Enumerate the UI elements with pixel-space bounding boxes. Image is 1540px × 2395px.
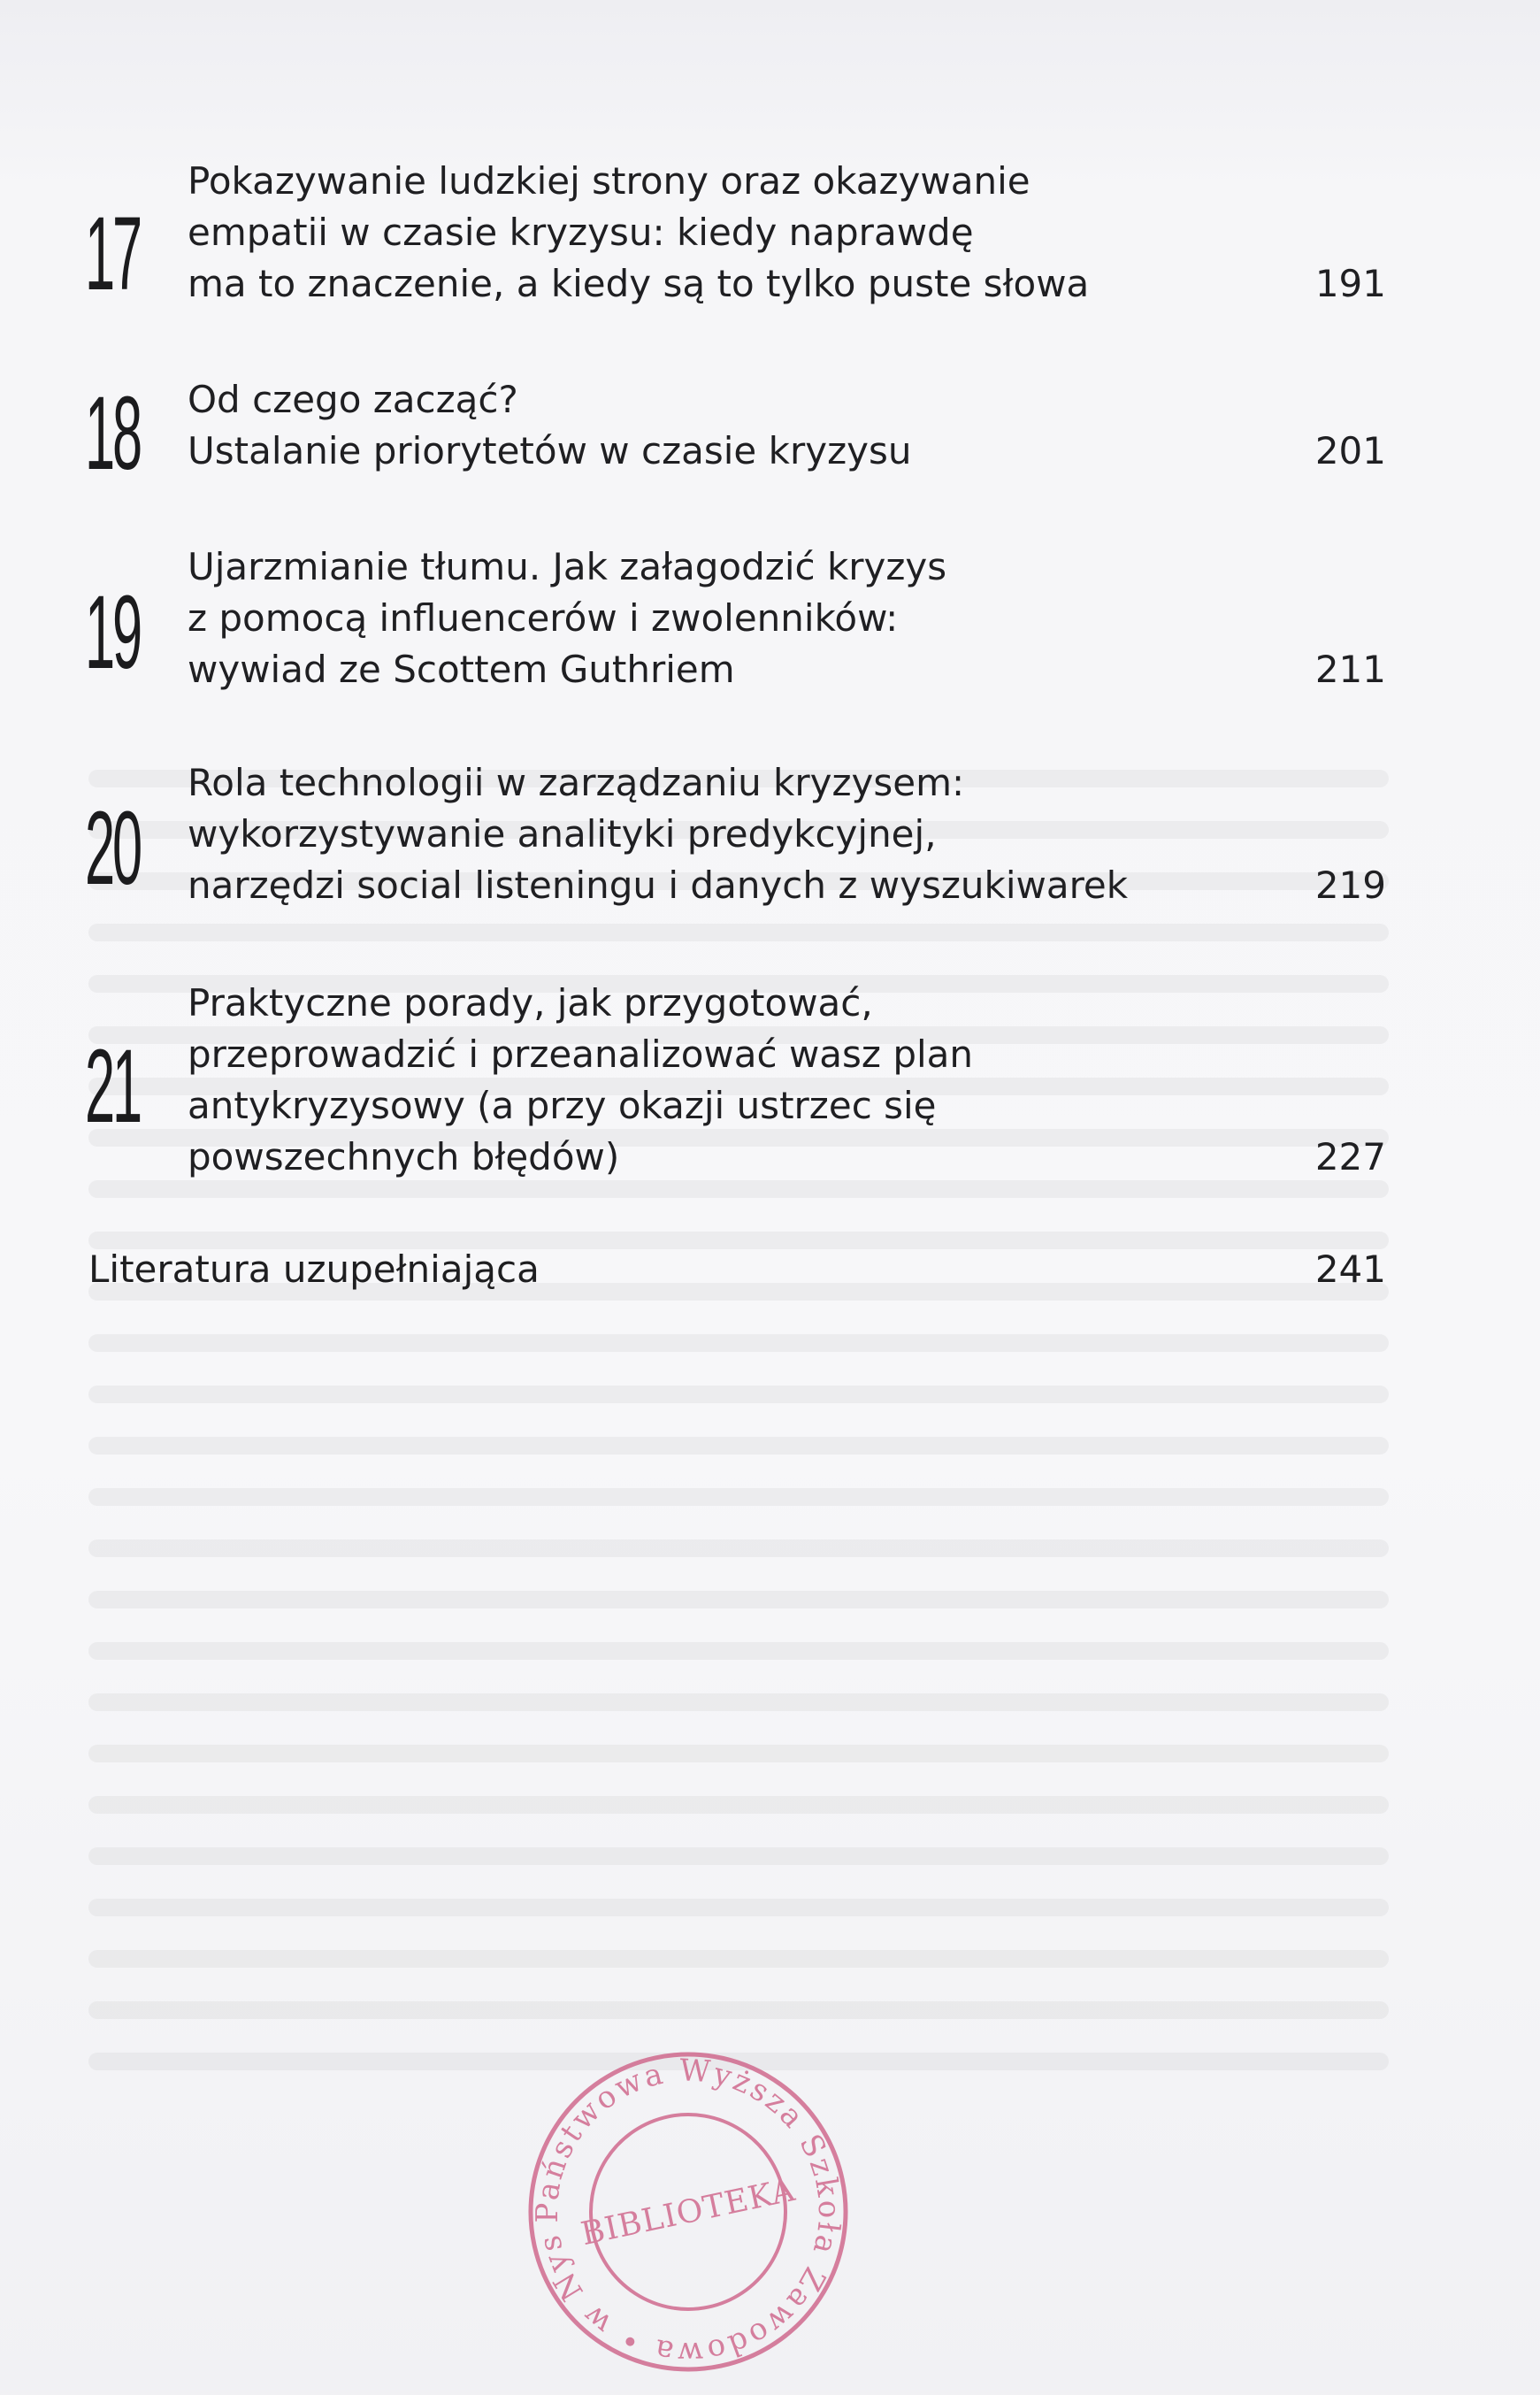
stamp-outer-text: Państwowa Wyższa Szkoła Zawodowa • w Nysie bbox=[529, 2053, 847, 2371]
page-number: 211 bbox=[1314, 648, 1386, 691]
title-line: ma to znaczenie, a kiedy są to tylko puste słowa bbox=[188, 262, 1090, 305]
title-line: empatii w czasie kryzysu: kiedy naprawdę bbox=[188, 211, 974, 254]
chapter-title bbox=[188, 156, 1231, 310]
page-number: 201 bbox=[1314, 429, 1386, 472]
title-line: Ujarzmianie tłumu. Jak załagodzić kryzys bbox=[188, 545, 947, 588]
chapter-title bbox=[188, 374, 1231, 477]
chapter-number: 20 bbox=[85, 790, 141, 907]
chapter-title bbox=[188, 978, 1231, 1183]
title-line: Praktyczne porady, jak przygotować, bbox=[188, 981, 873, 1025]
title-line: z pomocą influencerów i zwolenników: bbox=[188, 596, 899, 640]
chapter-number: 17 bbox=[85, 196, 141, 312]
bibliography-page-number: 241 bbox=[1314, 1247, 1386, 1291]
chapter-title bbox=[188, 757, 1231, 911]
chapter-number: 19 bbox=[85, 574, 141, 691]
title-line: Od czego zacząć? bbox=[188, 378, 518, 421]
stamp-center-text: BIBLIOTEKA bbox=[578, 2171, 799, 2253]
title-line: Rola technologii w zarządzaniu kryzysem: bbox=[188, 761, 965, 804]
title-line: przeprowadzić i przeanalizować wasz plan bbox=[188, 1032, 974, 1076]
bibliography-label[interactable]: Literatura uzupełniająca bbox=[88, 1247, 540, 1291]
page-number: 191 bbox=[1314, 262, 1386, 305]
page-number: 219 bbox=[1314, 864, 1386, 907]
title-line: powszechnych błędów) bbox=[188, 1135, 620, 1178]
title-line: narzędzi social listeningu i danych z wyszukiwarek bbox=[188, 864, 1129, 907]
title-line: wykorzystywanie analityki predykcyjnej, bbox=[188, 812, 937, 856]
chapter-number: 18 bbox=[85, 375, 141, 492]
chapter-title bbox=[188, 541, 1231, 695]
title-line: antykryzysowy (a przy okazji ustrzec się bbox=[188, 1084, 937, 1127]
title-line: Ustalanie priorytetów w czasie kryzysu bbox=[188, 429, 912, 472]
chapter-number: 21 bbox=[85, 1028, 141, 1145]
title-line: Pokazywanie ludzkiej strony oraz okazywanie bbox=[188, 159, 1030, 203]
page-number: 227 bbox=[1314, 1135, 1386, 1178]
library-stamp bbox=[520, 2044, 856, 2380]
title-line: wywiad ze Scottem Guthriem bbox=[188, 648, 735, 691]
